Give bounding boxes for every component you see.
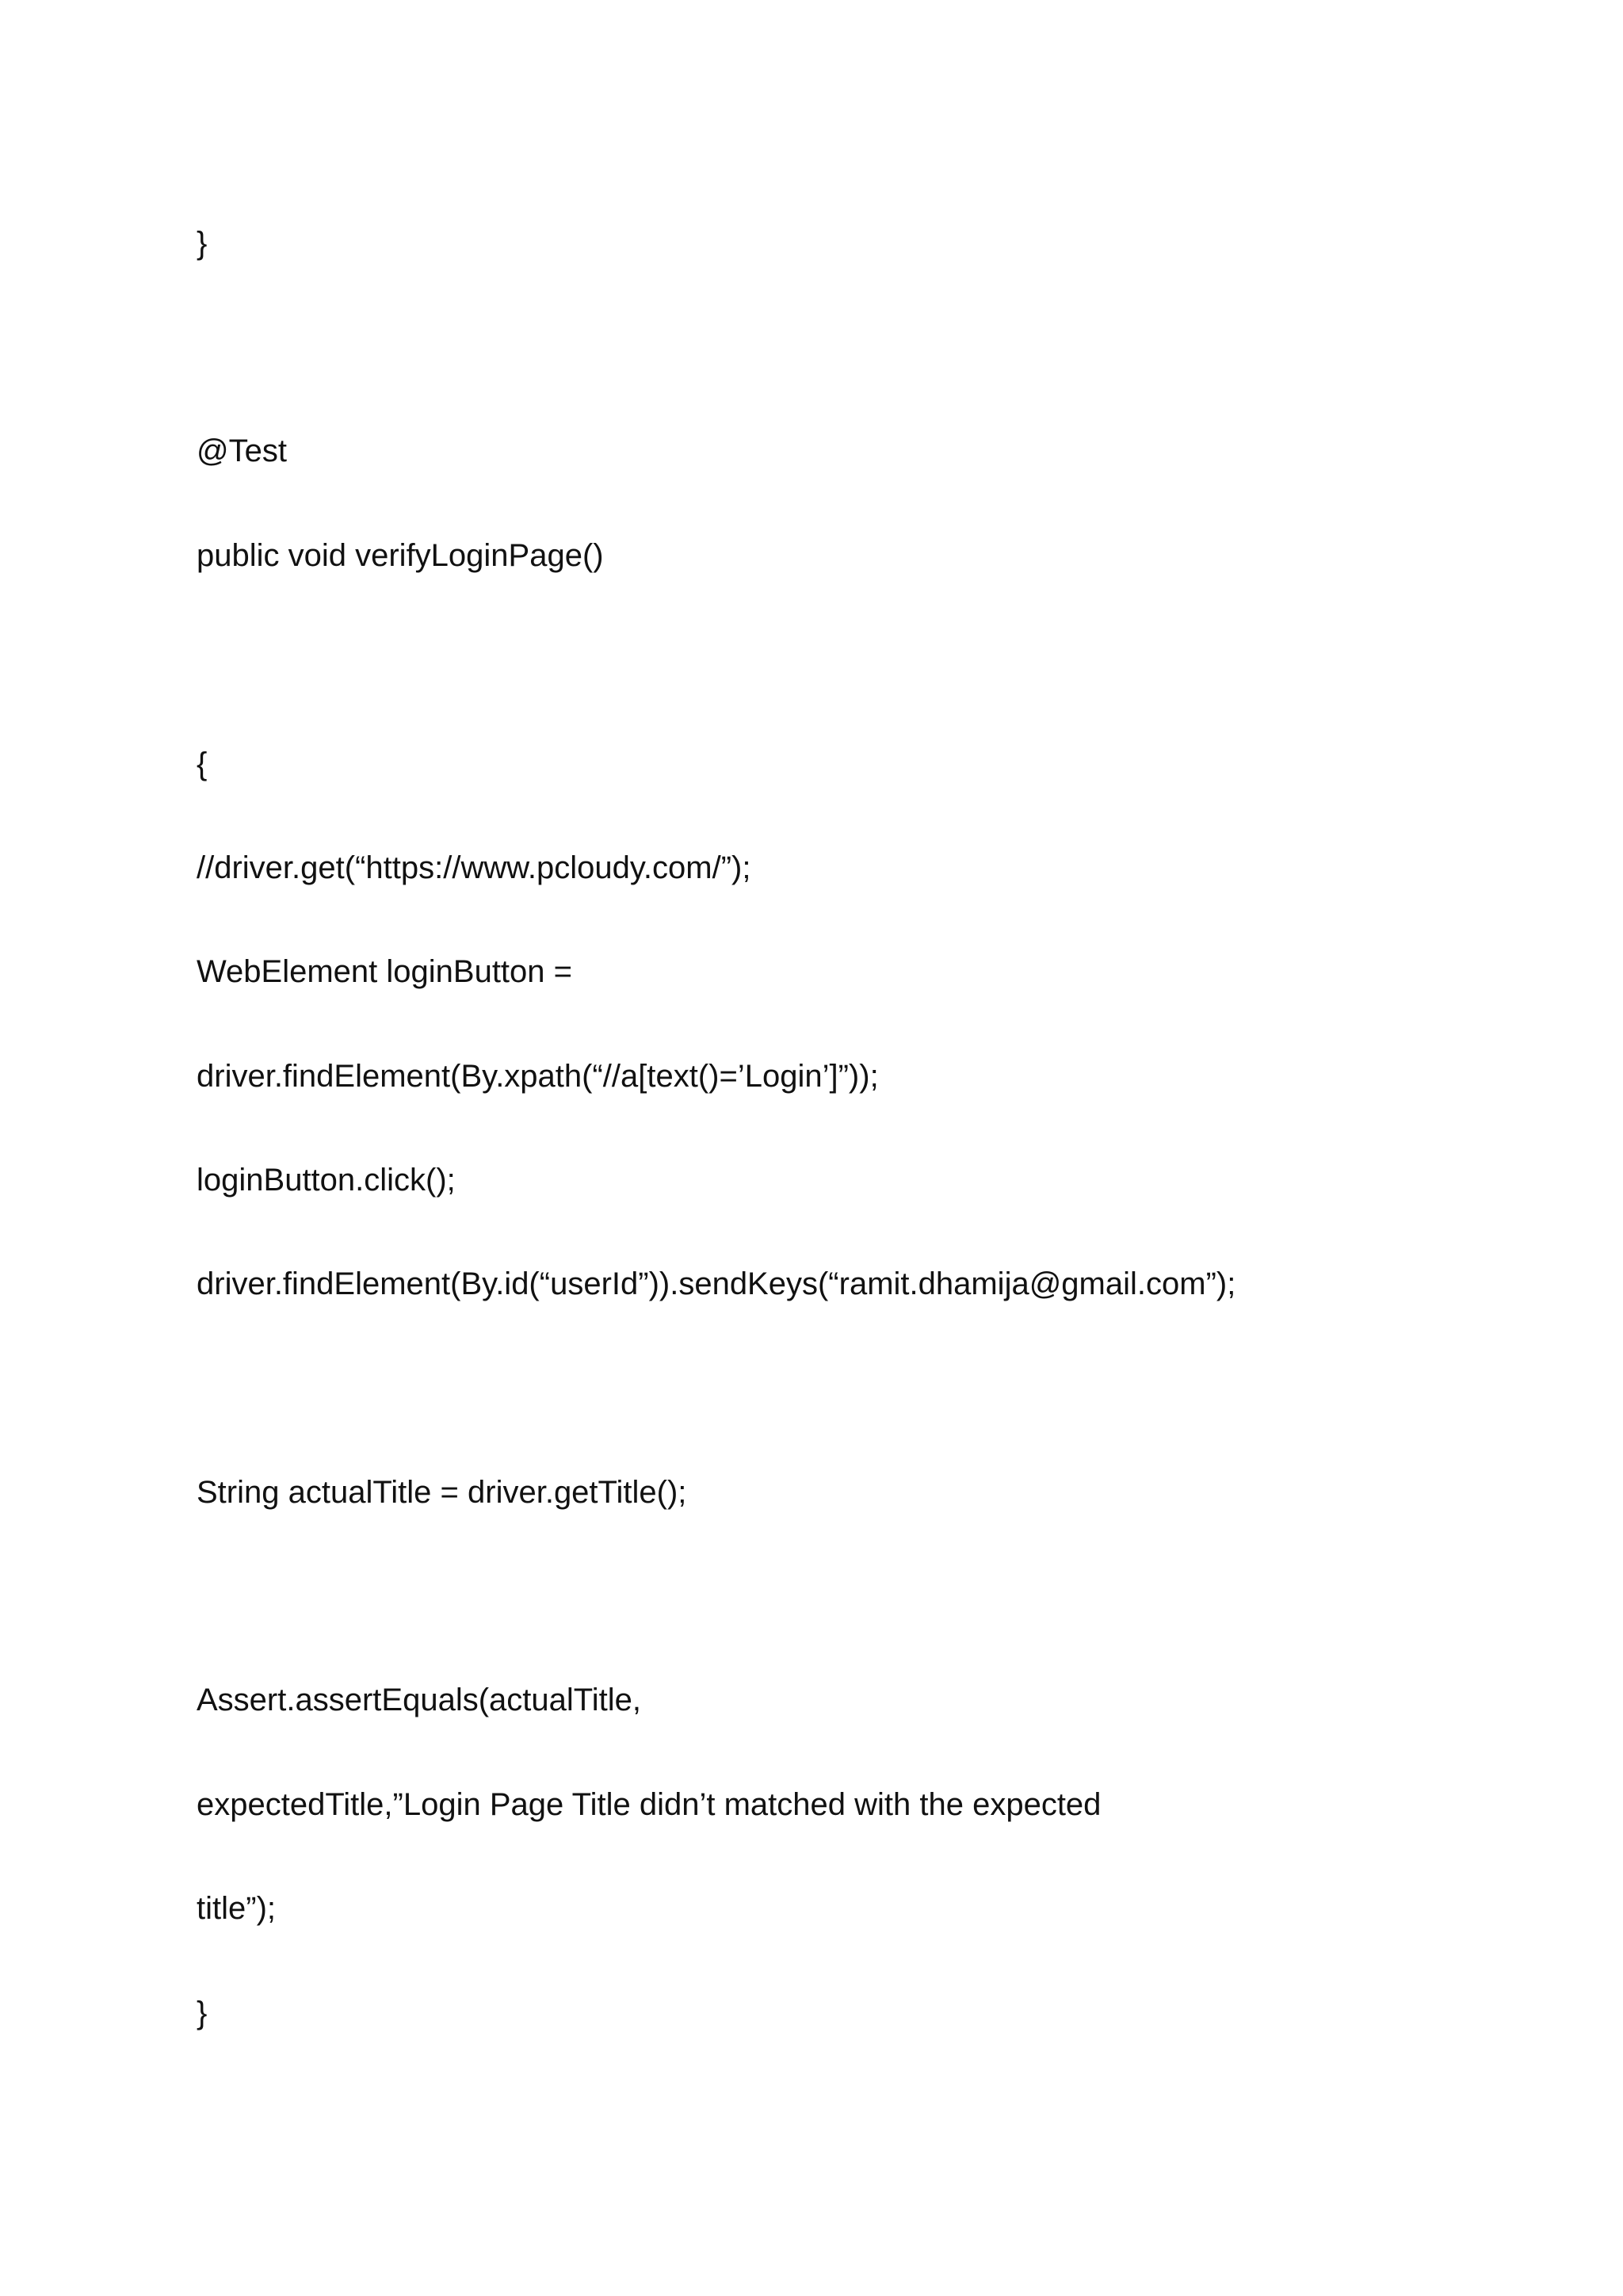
login-click-line: loginButton.click(); (197, 1163, 456, 1198)
send-keys-line: driver.findElement(By.id(“userId”)).sendKeys(“ramit.dhamija@gmail.com”); (197, 1266, 1236, 1301)
method-closing-brace-line: } (197, 1996, 208, 2030)
actual-title-line: String actualTitle = driver.getTitle(); (197, 1475, 687, 1510)
opening-brace-line: { (197, 747, 208, 781)
webelement-declaration-line: WebElement loginButton = (197, 954, 573, 989)
find-element-xpath-line: driver.findElement(By.xpath(“//a[text()=’Login’]”)); (197, 1059, 879, 1094)
test-annotation-line: @Test (197, 434, 287, 468)
commented-driver-get-line: //driver.get(“https://www.pcloudy.com/”); (197, 850, 751, 885)
closing-brace-line: } (197, 226, 208, 261)
assert-message-end-line: title”); (197, 1891, 276, 1926)
assert-equals-line: Assert.assertEquals(actualTitle, (197, 1683, 641, 1717)
method-signature-line: public void verifyLoginPage() (197, 538, 604, 573)
assert-message-line: expectedTitle,”Login Page Title didn’t matched with the expected (197, 1787, 1102, 1822)
